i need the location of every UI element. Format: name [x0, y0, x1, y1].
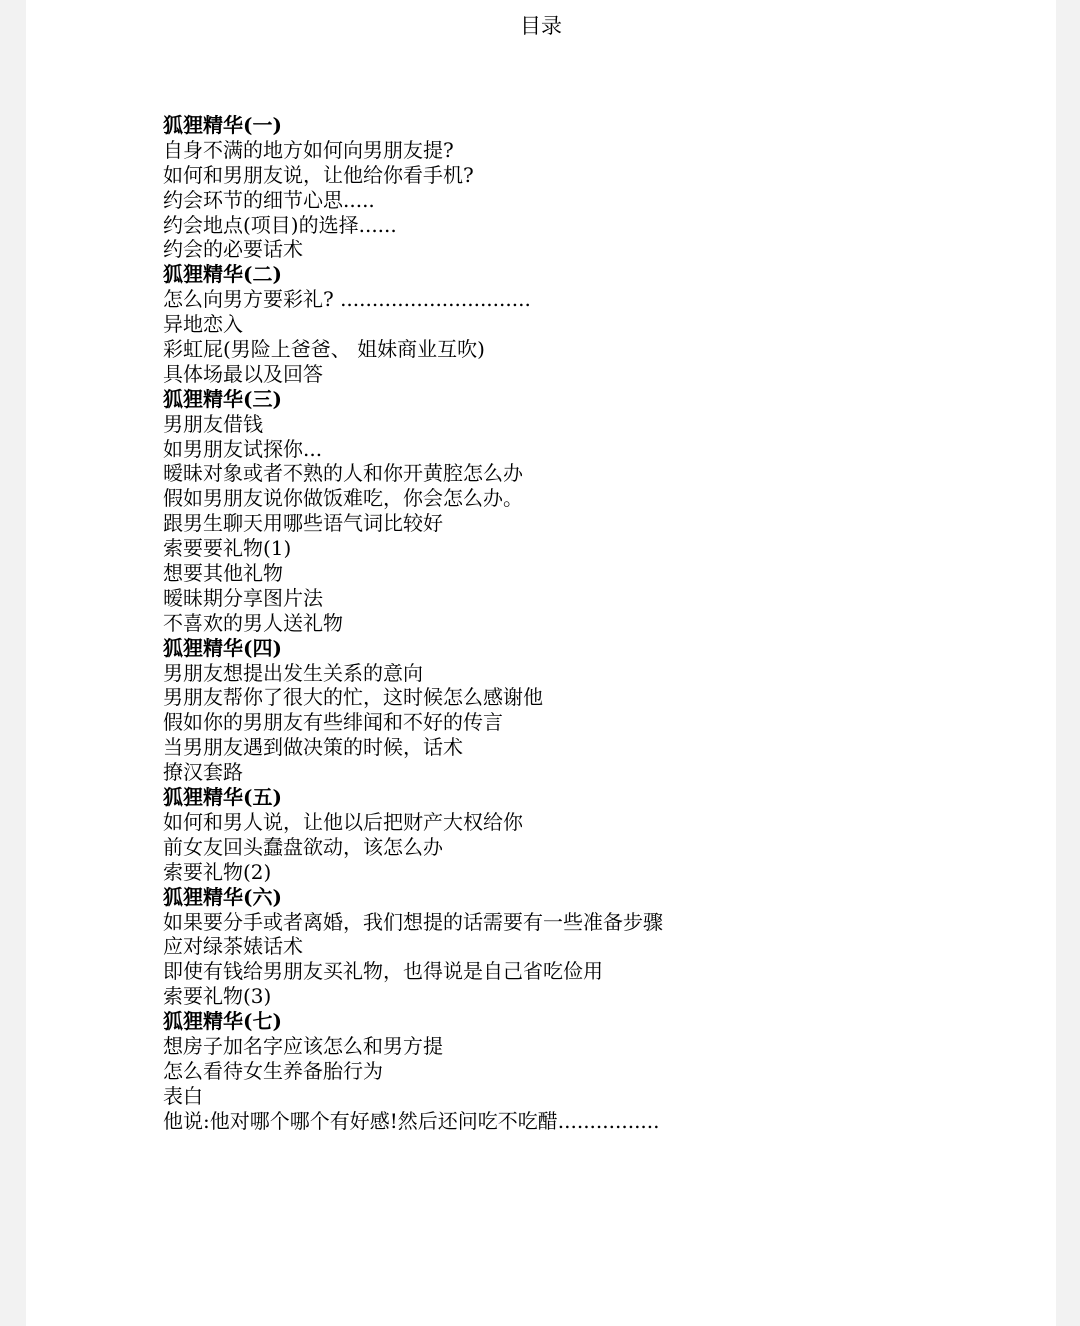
- toc-entry: 假如你的男朋友有些绯闻和不好的传言: [163, 710, 503, 735]
- toc-entry: 他说:他对哪个哪个有好感!然后还问吃不吃醋................: [163, 1108, 660, 1133]
- toc-entry: 彩虹屁(男险上爸爸、 姐妹商业互吹): [163, 337, 485, 362]
- toc-entry: 表白: [163, 1083, 203, 1108]
- toc-entry: 如果要分手或者离婚，我们想提的话需要有一些准备步骤: [163, 909, 663, 934]
- toc-section-heading: 狐狸精华(三): [163, 386, 282, 411]
- toc-section-heading: 狐狸精华(四): [163, 635, 282, 660]
- toc-entry: 男朋友帮你了很大的忙，这时候怎么感谢他: [163, 685, 543, 710]
- toc-entry: 如何和男人说，让他以后把财产大权给你: [163, 809, 523, 834]
- table-of-contents: [163, 113, 663, 1134]
- toc-section-heading: 狐狸精华(一): [163, 113, 282, 137]
- toc-entry: 即使有钱给男朋友买礼物，也得说是自己省吃俭用: [163, 959, 603, 984]
- toc-entry: 前女友回头蠢盘欲动，该怎么办: [163, 834, 443, 859]
- document-page: [26, 0, 1056, 1326]
- toc-entry: 索要礼物(3): [163, 984, 272, 1009]
- toc-entry: 怎么看待女生养备胎行为: [163, 1058, 383, 1083]
- toc-entry: 约会的必要话术: [163, 237, 303, 262]
- toc-entry: 想要其他礼物: [163, 561, 283, 586]
- toc-entry: 跟男生聊天用哪些语气词比较好: [163, 511, 443, 536]
- toc-entry: 暧昧对象或者不熟的人和你开黄腔怎么办: [163, 461, 523, 486]
- toc-section-heading: 狐狸精华(二): [163, 262, 282, 287]
- toc-entry: 索要要礼物(1): [163, 536, 292, 561]
- toc-section-heading: 狐狸精华(七): [163, 1009, 282, 1034]
- toc-entry: 如何和男朋友说，让他给你看手机?: [163, 162, 474, 187]
- toc-entry: 想房子加名字应该怎么和男方提: [163, 1033, 443, 1058]
- toc-entry: 假如男朋友说你做饭难吃，你会怎么办。: [163, 486, 523, 511]
- toc-entry: 具体场最以及回答: [163, 361, 323, 386]
- toc-entry: 自身不满的地方如何向男朋友提?: [163, 137, 454, 162]
- toc-section-heading: 狐狸精华(五): [163, 785, 282, 810]
- toc-entry: 索要礼物(2): [163, 859, 272, 884]
- toc-entry: 应对绿茶婊话术: [163, 934, 303, 959]
- toc-entry: 当男朋友遇到做决策的时候，话术: [163, 735, 463, 760]
- toc-entry: 不喜欢的男人送礼物: [163, 610, 343, 635]
- toc-entry: 暧昧期分享图片法: [163, 585, 323, 610]
- page-title: 目录: [520, 14, 562, 38]
- toc-entry: 撩汉套路: [163, 760, 243, 785]
- toc-entry: 男朋友想提出发生关系的意向: [163, 660, 423, 685]
- toc-entry: 约会环节的细节心思.....: [163, 187, 375, 212]
- toc-entry: 男朋友借钱: [163, 411, 263, 436]
- toc-entry: 约会地点(项目)的选择......: [163, 212, 397, 237]
- toc-entry: 怎么向男方要彩礼? ..............................: [163, 287, 531, 312]
- toc-entry: 异地恋入: [163, 312, 243, 337]
- toc-section-heading: 狐狸精华(六): [163, 884, 282, 909]
- toc-entry: 如男朋友试探你...: [163, 436, 323, 461]
